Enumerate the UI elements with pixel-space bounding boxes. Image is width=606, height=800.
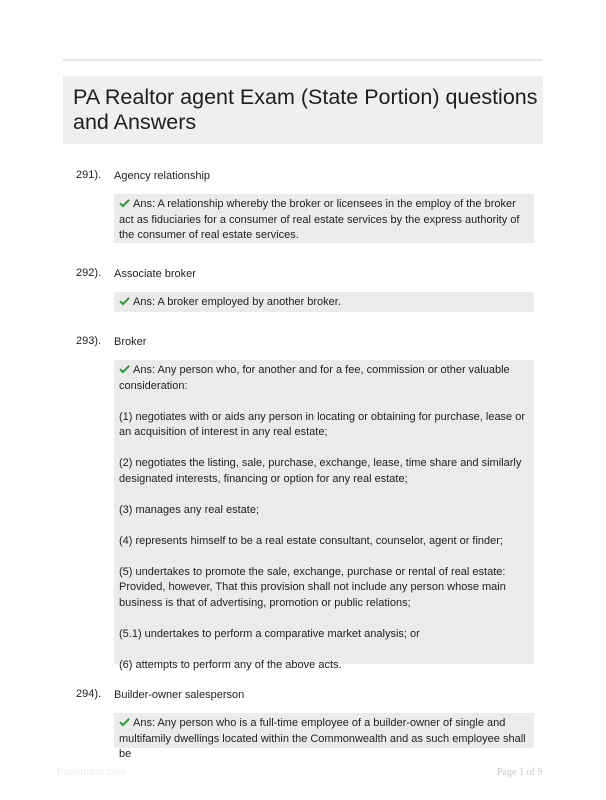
answer-paragraph: (4) represents himself to be a real estate consultant, counselor, agent or finder; (119, 534, 503, 547)
footer-site: Paperhibic.com (57, 767, 126, 778)
answer-paragraph: (6) attempts to perform any of the above acts. (119, 658, 342, 671)
footer-page-number: Page 1 of 9 (497, 767, 543, 778)
answer-text: Ans: A relationship whereby the broker or licensees in the employ of the broker act as fiduciaries for a consumer of real estate services by the express authority of the consumer of real estate services. (119, 198, 520, 241)
question-term: Associate broker (114, 268, 196, 280)
question-term: Broker (114, 336, 147, 348)
answer-paragraph: (5.1) undertakes to perform a comparative market analysis; or (119, 627, 420, 640)
page-title: PA Realtor agent Exam (State Portion) questions and Answers (73, 85, 538, 134)
answer-paragraph: (1) negotiates with or aids any person in locating or obtaining for purchase, lease or an acquisition of interest in any real estate; (119, 410, 526, 438)
check-icon (119, 198, 130, 208)
question-number: 291). (76, 169, 102, 181)
question-number: 293). (76, 335, 102, 347)
check-icon (119, 296, 130, 306)
answer-paragraph: (3) manages any real estate; (119, 503, 260, 516)
question-number: 294). (76, 688, 102, 700)
top-rule (63, 59, 543, 61)
answer-text: Ans: Any person who, for another and for a fee, commission or other valuable consideration: (119, 364, 510, 392)
title-box (63, 76, 543, 144)
answer-text: Ans: A broker employed by another broker. (133, 296, 341, 308)
question-term: Agency relationship (114, 170, 211, 182)
answer-box (114, 292, 534, 312)
answer-box (114, 713, 534, 760)
check-icon (119, 364, 130, 374)
answer-paragraph: (5) undertakes to promote the sale, exchange, purchase or rental of real estate: Provided, however, That this provision shall not include any person whose main business is that of advertising, promotion or public relations; (119, 565, 506, 609)
question-number: 292). (76, 267, 102, 279)
answer-box (114, 360, 534, 671)
answer-paragraph: (2) negotiates the listing, sale, purchase, exchange, lease, time share and similarly designated interests, financing or option for any real estate; (119, 457, 522, 485)
check-icon (119, 717, 130, 727)
answer-text: Ans: Any person who is a full-time employee of a builder-owner of single and multifamily dwellings located within the Commonwealth and as such employee shall be (119, 717, 526, 760)
question-term: Builder-owner salesperson (114, 689, 245, 701)
answer-box (114, 194, 534, 243)
